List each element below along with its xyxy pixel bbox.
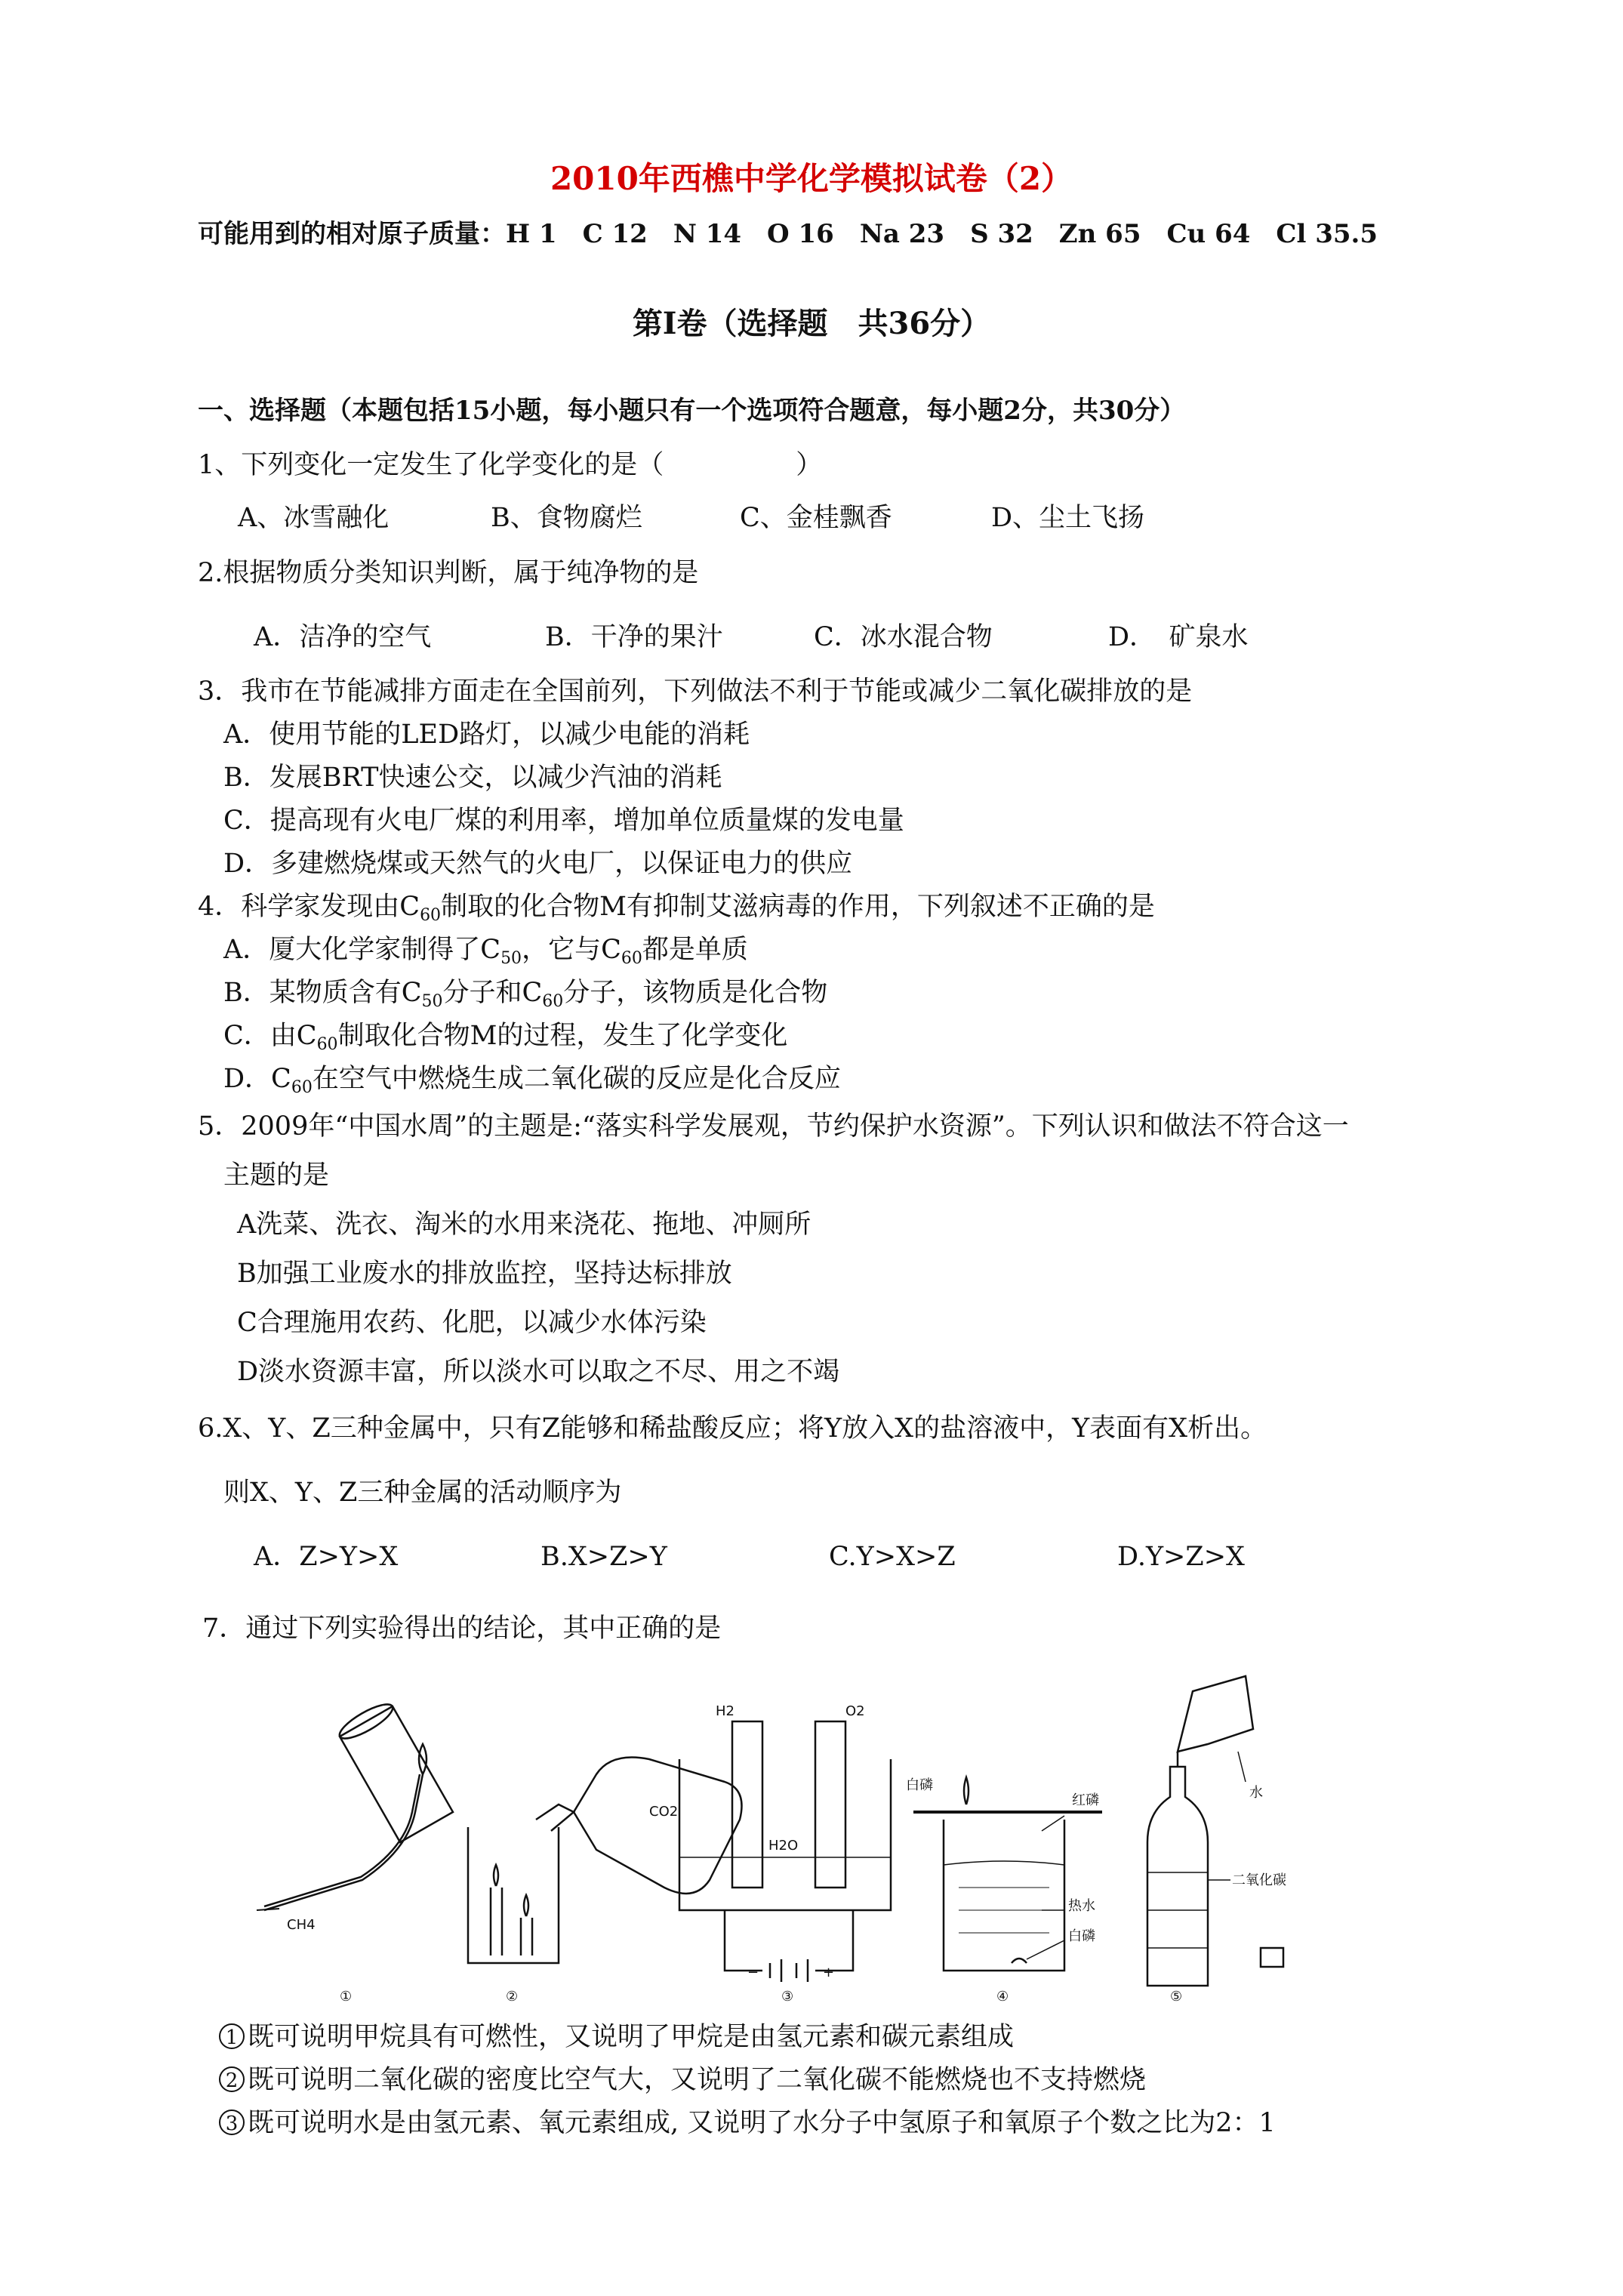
q4-a-sub1: 50	[500, 949, 522, 968]
label-plus: +	[823, 1965, 835, 1980]
q6-option-c: C.Y>X>Z	[829, 1542, 956, 1572]
circled-number-2: 2	[219, 2066, 245, 2092]
bottle-neck	[536, 1804, 574, 1831]
q6-option-d: D.Y>Z>X	[1117, 1542, 1245, 1572]
beaker-2	[468, 1827, 559, 1963]
experiment-diagrams	[242, 1661, 1298, 2008]
q4-c-sub: 60	[316, 1035, 338, 1054]
electrolysis-trough	[679, 1759, 891, 1910]
q5-option-a: A洗菜、洗衣、淘米的水用来浇花、拖地、冲厕所	[237, 1210, 812, 1240]
exam-title: 2010年西樵中学化学模拟试卷（2）	[550, 160, 1073, 197]
q4-b-sub1: 50	[421, 992, 443, 1011]
label-figure-3: ③	[781, 1989, 794, 2005]
q3-stem: 3．我市在节能减排方面走在全国前列，下列做法不利于节能或减少二氧化碳排放的是	[198, 676, 1193, 707]
label-h2: H2	[716, 1703, 735, 1719]
q4-a-text: A．厦大化学家制得了C	[223, 935, 501, 965]
q4-d-text: D．C	[223, 1064, 291, 1094]
q1-option-b: B、食物腐烂	[491, 503, 642, 533]
label-figure-1: ①	[340, 1989, 353, 2005]
q4-option-d	[223, 1062, 841, 1096]
q1-stem: 1、下列变化一定发生了化学变化的是（ ）	[198, 450, 823, 480]
label-o2: O2	[845, 1703, 865, 1719]
label-h2o: H2O	[768, 1838, 799, 1854]
q4-a-text-3: 都是单质	[642, 935, 748, 965]
q2-option-d: D． 矿泉水	[1108, 622, 1249, 652]
label-hot-water: 热水	[1068, 1898, 1095, 1914]
q7-statement-1	[219, 2020, 1014, 2054]
q3-option-c: C．提高现有火电厂煤的利用率，增加单位质量煤的发电量	[223, 806, 904, 836]
q7-statement-3-text: 既可说明水是由氢元素、氧元素组成, 又说明了水分子中氢原子和氧原子个数之比为2：1	[248, 2108, 1276, 2138]
q4-option-a	[223, 933, 748, 966]
q7-statement-3	[219, 2106, 1276, 2140]
q4-option-b	[223, 976, 827, 1009]
q1-option-a: A、冰雪融化	[238, 503, 390, 533]
q3-option-b: B．发展BRT快速公交，以减少汽油的消耗	[223, 763, 722, 793]
beaker-4	[944, 1820, 1064, 1971]
q4-stem-text: 4．科学家发现由C	[198, 892, 420, 922]
atomic-mass-line: 可能用到的相对原子质量：H 1 C 12 N 14 O 16 Na 23 S 32 Zn 65 Cu 64 Cl 35.5	[198, 219, 1378, 249]
q7-statement-1-text: 既可说明甲烷具有可燃性，又说明了甲烷是由氢元素和碳元素组成	[248, 2022, 1015, 2052]
q4-stem	[198, 890, 1155, 923]
q5-stem-line2: 主题的是	[223, 1160, 330, 1191]
q4-d-sub: 60	[291, 1078, 313, 1097]
q7-stem: 7．通过下列实验得出的结论，其中正确的是	[202, 1613, 722, 1644]
flame-4	[964, 1777, 969, 1804]
q4-a-text-2: ，它与C	[522, 935, 621, 965]
q4-c-text: C．由C	[223, 1021, 317, 1051]
q4-c-text-2: 制取化合物M的过程，发生了化学变化	[337, 1021, 788, 1051]
part-heading: 一、选择题（本题包括15小题，每小题只有一个选项符合题意，每小题2分，共30分）	[198, 396, 1186, 426]
q7-statement-2	[219, 2063, 1146, 2097]
q4-a-sub2: 60	[621, 949, 642, 968]
label-figure-4: ④	[996, 1989, 1009, 2005]
q7-statement-2-text: 既可说明二氧化碳的密度比空气大，又说明了二氧化碳不能燃烧也不支持燃烧	[248, 2065, 1147, 2095]
circled-number-3: 3	[219, 2110, 245, 2135]
label-figure-5: ⑤	[1170, 1989, 1183, 2005]
q4-option-c	[223, 1019, 787, 1052]
q5-option-c: C合理施用农药、化肥，以减少水体污染	[237, 1308, 707, 1338]
section-heading: 第Ⅰ卷（选择题 共36分）	[632, 306, 991, 341]
q6-option-b: B.X>Z>Y	[540, 1542, 667, 1572]
q5-stem-line1: 5．2009年“中国水周”的主题是:“落实科学发展观，节约保护水资源”。下列认识和做法不符合这一	[198, 1111, 1349, 1142]
q1-option-d: D、尘土飞扬	[991, 503, 1145, 533]
q4-b-text-2: 分子和C	[442, 978, 543, 1008]
label-carbon-dioxide: 二氧化碳	[1232, 1872, 1286, 1888]
q6-stem-line2: 则X、Y、Z三种金属的活动顺序为	[223, 1478, 622, 1508]
label-red-phosphorus: 红磷	[1072, 1792, 1099, 1808]
q6-option-a: A．Z>Y>X	[254, 1542, 399, 1572]
bottle-cap	[1261, 1948, 1283, 1967]
q1-option-c: C、金桂飘香	[740, 503, 892, 533]
q4-b-text: B．某物质含有C	[223, 978, 422, 1008]
pouring-cup	[1178, 1676, 1253, 1752]
co2-bottle	[574, 1758, 742, 1894]
q5-option-d: D淡水资源丰富，所以淡水可以取之不尽、用之不竭	[237, 1357, 840, 1387]
q2-option-c: C．冰水混合物	[814, 622, 993, 652]
label-white-phosphorus-2: 白磷	[1068, 1928, 1095, 1944]
q5-option-b: B加强工业废水的排放监控，坚持达标排放	[237, 1259, 732, 1289]
q4-stem-sub: 60	[420, 906, 442, 925]
label-ch4: CH4	[287, 1917, 316, 1933]
q7-experiment-figure	[242, 1661, 1298, 2008]
circled-number-1: 1	[219, 2023, 245, 2049]
q3-option-a: A．使用节能的LED路灯，以减少电能的消耗	[223, 720, 750, 750]
label-white-phosphorus: 白磷	[906, 1777, 933, 1793]
q3-option-d: D．多建燃烧煤或天然气的火电厂，以保证电力的供应	[223, 849, 853, 879]
q4-b-text-3: 分子，该物质是化合物	[563, 978, 828, 1008]
q4-b-sub2: 60	[542, 992, 564, 1011]
tube-h2	[732, 1721, 762, 1888]
label-minus: −	[747, 1965, 759, 1980]
q2-stem: 2.根据物质分类知识判断，属于纯净物的是	[198, 558, 699, 588]
label-figure-2: ②	[506, 1989, 519, 2005]
q4-stem-text-2: 制取的化合物M有抑制艾滋病毒的作用，下列叙述不正确的是	[441, 892, 1155, 922]
q4-d-text-2: 在空气中燃烧生成二氧化碳的反应是化合反应	[312, 1064, 841, 1094]
label-co2: CO2	[649, 1804, 679, 1820]
label-water: 水	[1249, 1785, 1263, 1801]
inverted-beaker-shape	[340, 1706, 453, 1842]
plastic-bottle	[1147, 1767, 1208, 1986]
q2-option-b: B．干净的果汁	[545, 622, 723, 652]
q2-option-a: A．洁净的空气	[254, 622, 432, 652]
tube-o2	[815, 1721, 845, 1888]
q6-stem-line1: 6.X、Y、Z三种金属中，只有Z能够和稀盐酸反应；将Y放入X的盐溶液中，Y表面有X析出。	[198, 1413, 1267, 1444]
